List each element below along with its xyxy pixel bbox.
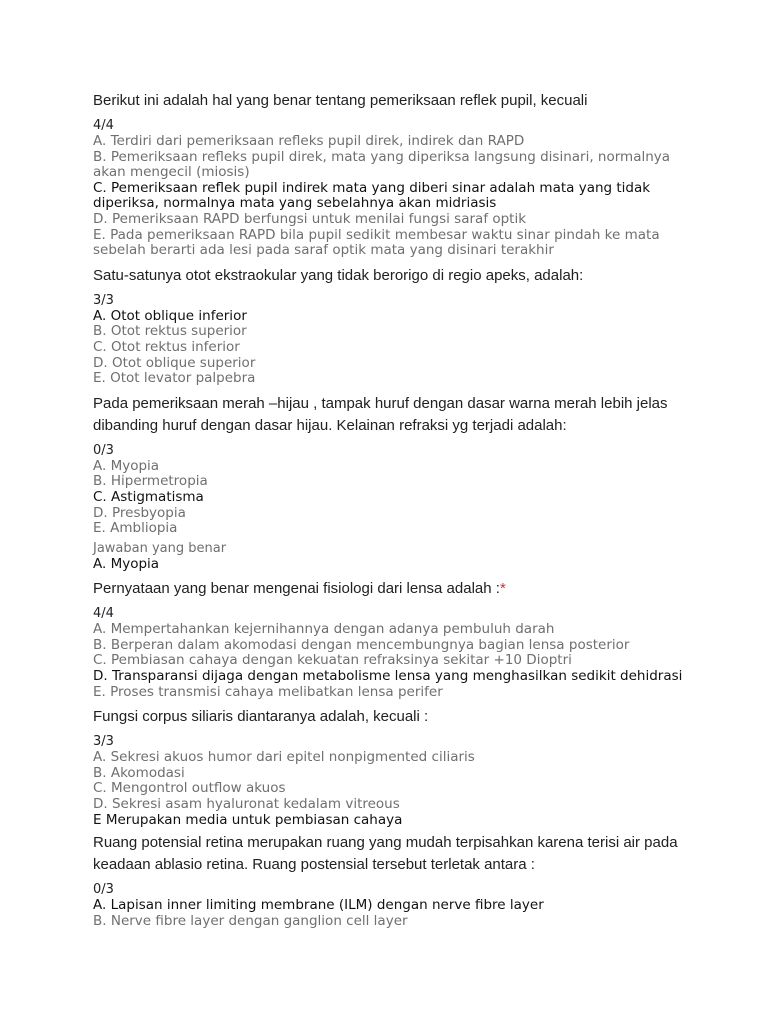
option-a[interactable]: A. Myopia <box>93 457 160 474</box>
option-a[interactable]: A. Lapisan inner limiting membrane (ILM) dengan nerve fibre layer <box>93 897 544 914</box>
option-c[interactable]: C. Pembiasan cahaya dengan kekuatan refraksinya sekitar +10 Dioptri <box>93 652 572 669</box>
option-c[interactable]: C. Pemeriksaan reflek pupil indirek mata yang diberi sinar adalah mata yang tidak diperiksa, normalnya mata yang sebelahnya akan midriasis <box>93 179 651 212</box>
option-a[interactable]: A. Otot oblique inferior <box>93 307 247 324</box>
question-3 <box>93 393 693 573</box>
option-d[interactable]: D. Pemeriksaan RAPD berfungsi untuk menilai fungsi saraf optik <box>93 210 527 227</box>
option-c[interactable]: C. Otot rektus inferior <box>93 338 240 355</box>
option-b[interactable]: B. Akomodasi <box>93 764 185 781</box>
correct-answer: A. Myopia <box>93 555 160 572</box>
question-5 <box>93 706 693 828</box>
question-title-text: Pernyataan yang benar mengenai fisiologi dari lensa adalah : <box>93 580 500 598</box>
question-title: Fungsi corpus siliaris diantaranya adalah, kecuali : <box>93 708 429 726</box>
option-e[interactable]: E. Ambliopia <box>93 520 178 537</box>
option-c[interactable]: C. Mengontrol outflow akuos <box>93 780 286 797</box>
option-d[interactable]: D. Transparansi dijaga dengan metabolisme lensa yang menghasilkan sedikit dehidrasi <box>93 668 683 685</box>
question-4 <box>93 578 693 700</box>
option-d[interactable]: D. Otot oblique superior <box>93 354 256 371</box>
question-score: 0/3 <box>93 442 114 458</box>
question-score: 4/4 <box>93 118 114 133</box>
question-title: Pada pemeriksaan merah –hijau , tampak huruf dengan dasar warna merah lebih jelas dibanding huruf dengan dasar hijau. Kelainan refraksi yg terjadi adalah: <box>93 394 668 434</box>
question-title: Satu-satunya otot ekstraokular yang tidak berorigo di regio apeks, adalah: <box>93 266 584 284</box>
option-a[interactable]: A. Terdiri dari pemeriksaan refleks pupil direk, indirek dan RAPD <box>93 133 525 149</box>
question-1 <box>93 90 693 259</box>
correct-answer-label: Jawaban yang benar <box>93 540 227 556</box>
question-title: Ruang potensial retina merupakan ruang yang mudah terpisahkan karena terisi air pada keadaan ablasio retina. Ruang postensial tersebut terletak antara : <box>93 834 678 874</box>
option-a[interactable]: A. Sekresi akuos humor dari epitel nonpigmented ciliaris <box>93 749 475 766</box>
question-6 <box>93 832 693 929</box>
question-title: Berikut ini adalah hal yang benar tentang pemeriksaan reflek pupil, kecuali <box>93 92 588 109</box>
option-b[interactable]: B. Hipermetropia <box>93 473 208 490</box>
option-e[interactable]: E. Pada pemeriksaan RAPD bila pupil sedikit membesar waktu sinar pindah ke mata sebelah berarti ada lesi pada saraf optik mata yang disinari terakhir <box>93 226 660 259</box>
option-b[interactable]: B. Berperan dalam akomodasi dengan mencembungnya bagian lensa posterior <box>93 636 630 653</box>
question-title <box>93 578 693 600</box>
option-b[interactable]: B. Nerve fibre layer dengan ganglion cell layer <box>93 912 408 929</box>
option-e[interactable]: E. Otot levator palpebra <box>93 370 256 387</box>
question-score: 0/3 <box>93 882 114 898</box>
question-score: 3/3 <box>93 734 114 750</box>
option-b[interactable]: B. Otot rektus superior <box>93 323 247 340</box>
question-score: 3/3 <box>93 292 114 308</box>
quiz-document <box>93 90 693 933</box>
option-e[interactable]: E Merupakan media untuk pembiasan cahaya <box>93 811 403 828</box>
option-b[interactable]: B. Pemeriksaan refleks pupil direk, mata yang diperiksa langsung disinari, normalnya akan mengecil (miosis) <box>93 148 671 181</box>
option-d[interactable]: D. Sekresi asam hyaluronat kedalam vitreous <box>93 796 400 813</box>
option-e[interactable]: E. Proses transmisi cahaya melibatkan lensa perifer <box>93 683 443 700</box>
question-score: 4/4 <box>93 606 114 622</box>
option-a[interactable]: A. Mempertahankan kejernihannya dengan adanya pembuluh darah <box>93 621 555 638</box>
question-2 <box>93 265 693 387</box>
required-mark: * <box>499 580 506 598</box>
option-d[interactable]: D. Presbyopia <box>93 504 186 521</box>
option-c[interactable]: C. Astigmatisma <box>93 488 204 505</box>
